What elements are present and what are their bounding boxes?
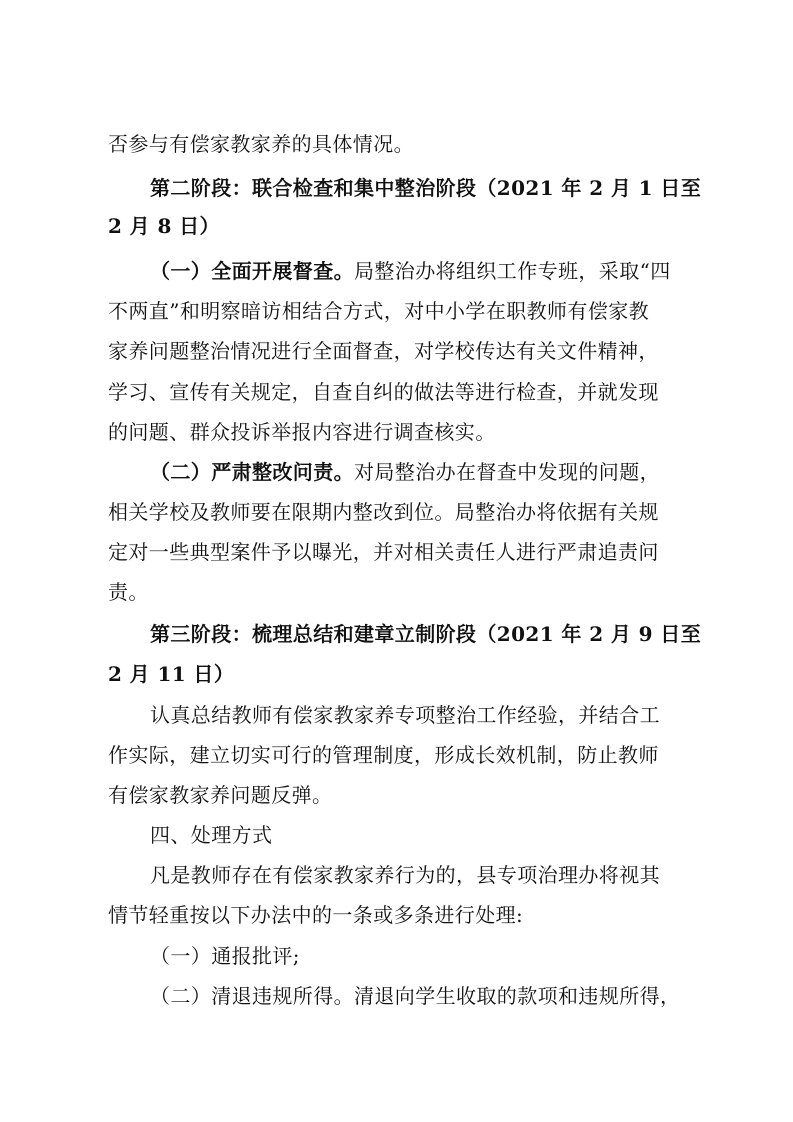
stage-three-heading: 第三阶段：梳理总结和建章立制阶段（2021 年 2 月 9 日至 [150,622,702,646]
item-one-text: 局整治办将组织工作专班，采取“四 [354,259,671,283]
measure-two: （二）清退违规所得。清退向学生收取的款项和违规所得， [150,984,681,1008]
paragraph-line: 作实际，建立切实可行的管理制度，形成长效机制，防止教师 [108,743,659,767]
paragraph-line: 的问题、群众投诉举报内容进行调查核实。 [108,420,496,444]
paragraph-line: 有偿家教家养问题反弹。 [108,783,333,807]
paragraph-line [150,459,710,485]
stage-two-heading: 第二阶段：联合检查和集中整治阶段（2021 年 2 月 1 日至 [150,176,702,200]
item-two-title: （二）严肃整改问责。 [150,460,354,484]
measure-one: （一）通报批评; [150,944,300,968]
paragraph-line: 家养问题整治情况进行全面督查，对学校传达有关文件精神， [108,339,659,363]
paragraph-line: 相关学校及教师要在限期内整改到位。局整治办将依据有关规 [108,500,659,524]
paragraph-line [150,258,710,284]
paragraph-line: 学习、宣传有关规定，自查自纠的做法等进行检查，并就发现 [108,380,659,404]
paragraph-line: 责。 [108,580,149,604]
paragraph-line: 认真总结教师有偿家教家养专项整治工作经验，并结合工 [150,703,660,727]
paragraph-line: 凡是教师存在有偿家教家养行为的，县专项治理办将视其 [150,863,660,887]
stage-three-heading-cont: 2 月 11 日） [108,662,235,686]
item-one-title: （一）全面开展督查。 [150,259,354,283]
paragraph-line: 不两直”和明察暗访相结合方式，对中小学在职教师有偿家教 [108,299,650,323]
stage-two-heading-cont: 2 月 8 日） [108,214,220,238]
paragraph-line: 情节轻重按以下办法中的一条或多条进行处理: [108,903,524,927]
item-two-text: 对局整治办在督查中发现的问题， [354,460,660,484]
section-four-heading: 四、处理方式 [150,823,273,847]
paragraph-line: 定对一些典型案件予以曝光，并对相关责任人进行严肃追责问 [108,540,659,564]
paragraph-line: 否参与有偿家教家养的具体情况。 [108,132,414,156]
